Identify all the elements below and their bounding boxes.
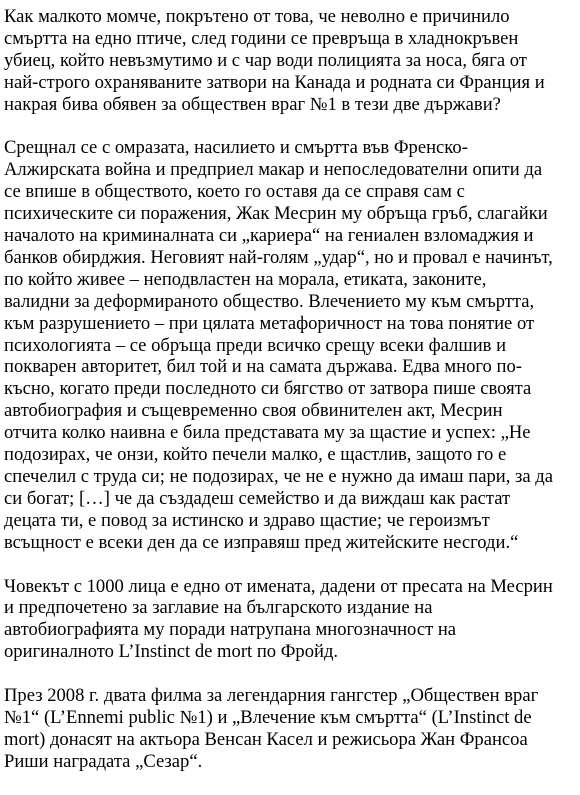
- text-line: автобиографията му поради натрупана многозначност на: [4, 619, 457, 641]
- text-line: всъщност е всеки ден да се изправяш пред житейските несгоди.“: [4, 531, 519, 553]
- document-body: [4, 6, 578, 795]
- text-line: покварен авторитет, бил той и на самата държава. Едва много по-: [4, 356, 522, 378]
- text-line: №1“ (L’Ennemi public №1) и „Влечение към смъртта“ (L’Instinct de: [4, 706, 532, 728]
- text-line: подозирах, че онзи, който печели малко, е щастлив, защото го е: [4, 444, 507, 466]
- text-line: автобиография и същевременно своя обвинителен акт, Месрин: [4, 400, 503, 422]
- text-line: Как малкото момче, покрътено от това, че неволно е причинило: [4, 6, 510, 27]
- text-line: по който живее – неподвластен на морала, етиката, законите,: [4, 268, 487, 290]
- text-line: и предпочетено за заглавие на българското издание на: [4, 597, 433, 619]
- text-line: най-строго охраняваните затвори на Канада и родната си Франция и: [4, 71, 545, 93]
- text-line: спечелил с труда си; не подозирах, че не е нужно да имаш пари, за да: [4, 466, 553, 488]
- text-line: убиец, който невъзмутимо и с чар води полицията за носа, бяга от: [4, 49, 527, 71]
- text-line: Алжирската война и предприел макар и непоследователни опити да: [4, 159, 543, 181]
- text-line: банков обирджия. Неговият най-голям „удар“, но и провал е начинът,: [4, 246, 553, 268]
- text-line: mort) донасят на актьора Венсан Касел и режисьора Жан Франсоа: [4, 728, 528, 750]
- text-line: Срещнал се с омразата, насилието и смъртта във Френско-: [4, 137, 468, 159]
- text-line: Риши наградата „Сезар“.: [4, 750, 203, 772]
- text-line: смъртта на едно птиче, след години се превръща в хладнокръвен: [4, 27, 519, 49]
- text-line: психологията – се обръща преди всичко срещу всеки фалшив и: [4, 334, 507, 356]
- text-line: Човекът с 1000 лица е едно от имената, дадени от пресата на Месрин: [4, 575, 553, 597]
- text-line: валидни за деформираното общество. Влечението му към смъртта,: [4, 290, 535, 312]
- text-line: си богат; […] че да създадеш семейство и да виждаш как растат: [4, 487, 511, 509]
- text-line: психическите си поражения, Жак Месрин му обръща гръб, слагайки: [4, 203, 548, 225]
- text-line: се впише в обществото, което го оставя да се справя сам с: [4, 181, 465, 203]
- text-line: оригиналното L’Instinct de mort по Фройд.: [4, 641, 339, 663]
- text-line: отчита колко наивна е била представата му за щастие и успех: „Не: [4, 422, 531, 444]
- text-line: През 2008 г. двата филма за легендарния гангстер „Обществен враг: [4, 685, 539, 707]
- text-line: накрая бива обявен за обществен враг №1 в тези две държави?: [4, 93, 501, 115]
- text-line: към разрушението – при цялата метафоричност на това понятие от: [4, 312, 535, 334]
- text-line: късно, когато преди последното си бягство от затвора пише своята: [4, 378, 532, 400]
- text-line: децата ти, е повод за истинско и здраво щастие; че героизмът: [4, 509, 490, 531]
- paragraph-intro: [4, 6, 578, 116]
- paragraph-films: [4, 685, 578, 773]
- paragraph-biography: [4, 137, 578, 553]
- text-line: началото на криминалната си „кариера“ на гениален взломаджия и: [4, 225, 534, 247]
- paragraph-title-note: [4, 576, 578, 664]
